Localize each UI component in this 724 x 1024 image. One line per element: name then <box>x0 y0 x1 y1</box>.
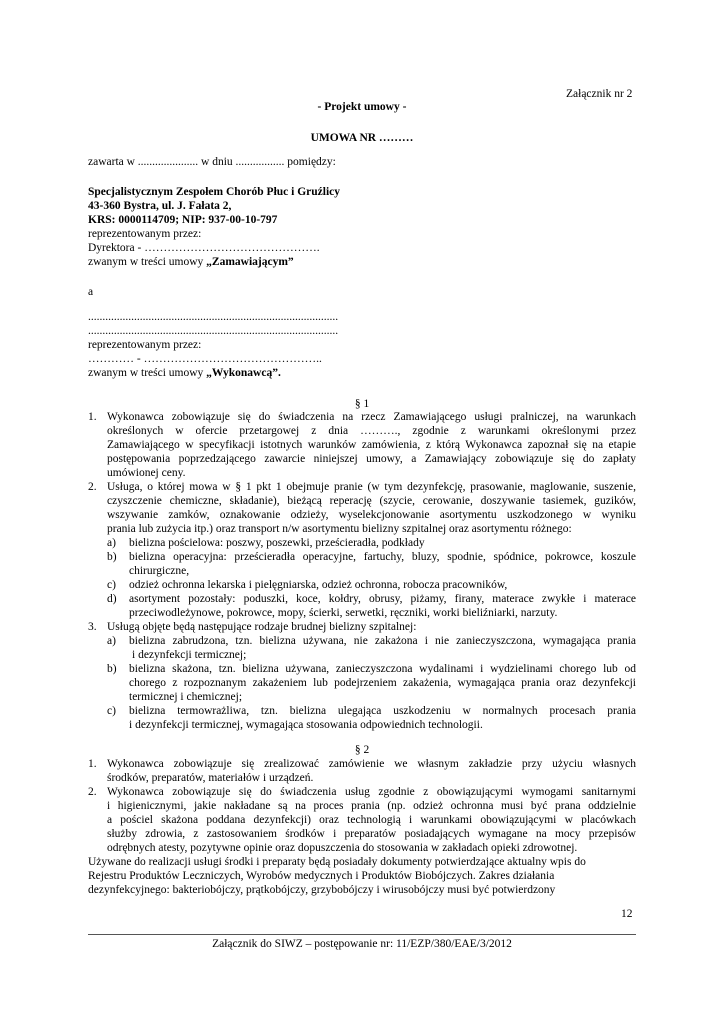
org-name: Specjalistycznym Zespołem Chorób Płuc i Gruźlicy <box>88 186 341 198</box>
page-number: 12 <box>621 908 633 920</box>
paragraph-line: Zamawiającego w specyfikacji istotnych warunków zamówienia, z którą Wykonawca zapoznał się na etapie <box>107 439 636 451</box>
item-line: i dezynfekcji termicznej; <box>132 649 247 661</box>
paragraph-line: Wykonawca zobowiązuje się zrealizować zamówienie we własnym zakładzie przy użyciu własnych <box>107 758 636 770</box>
org-ids: KRS: 0000114709; NIP: 937-00-10-797 <box>88 214 278 226</box>
item-line: bielizna operacyjna: prześcieradła operacyjne, fartuchy, bluzy, spodnie, spódnice, pokrowce, koszule <box>129 551 636 563</box>
paragraph-line: określonych w ofercie przetargowej z dnia ………., zgodnie z warunkami określonymi przez <box>107 425 636 437</box>
item-line: asortyment pozostały: poduszki, koce, kołdry, obrusy, piżamy, firany, materace zwykłe i materace <box>129 593 636 605</box>
director-line: Dyrektora - ………………………………………. <box>88 242 320 254</box>
footer-divider <box>88 934 636 935</box>
contractor-dots-2: ....................................................................................... <box>88 325 339 337</box>
attachment-label: Załącznik nr 2 <box>566 88 633 100</box>
item-line: odzież ochronna lekarska i pielęgniarska, odzież ochronna, robocza pracowników, <box>129 579 508 591</box>
item-letter: c) <box>107 579 116 591</box>
represented-by-2: reprezentowanym przez: <box>88 339 202 351</box>
item-letter: a) <box>107 635 116 647</box>
paragraph-line: służby zdrowia, z zastosowaniem środków i preparatów posiadających wymagane na mocy przepisów <box>107 828 636 840</box>
list-number: 2. <box>88 481 97 493</box>
list-number: 3. <box>88 621 97 633</box>
item-line: przeciwodleżynowe, pokrowce, mopy, ścierki, serwetki, ręczniki, worki bieliźniarki, narzuty. <box>129 607 558 619</box>
paragraph-line: Usługa, o której mowa w § 1 pkt 1 obejmuje pranie (w tym dezynfekcję, prasowanie, maglowanie, suszenie, <box>107 481 636 493</box>
item-line: termicznej i chemicznej; <box>129 691 243 703</box>
represented-by-1: reprezentowanym przez: <box>88 228 202 240</box>
item-letter: a) <box>107 537 116 549</box>
paragraph-line: Usługą objęte będą następujące rodzaje brudnej bielizny szpitalnej: <box>107 621 417 633</box>
paragraph-line: odrębnych atesty, pozytywne opinie oraz dopuszczenia do stosowania w zakładach opieki zdrowotnej. <box>107 842 578 854</box>
item-line: chirurgiczne, <box>129 565 190 577</box>
list-number: 1. <box>88 411 97 423</box>
item-line: bielizna pościelowa: poszwy, poszewki, prześcieradła, podkłady <box>129 537 425 549</box>
paragraph-line: środków, preparatów, materiałów i urządzeń. <box>107 772 314 784</box>
paragraph-line: Rejestru Produktów Leczniczych, Wyrobów medycznych i Produktów Biobójczych. Zakres działania <box>88 870 555 882</box>
item-letter: b) <box>107 551 117 563</box>
contract-title: UMOWA NR ……… <box>310 132 414 144</box>
and-word: a <box>88 286 94 298</box>
item-line: bielizna skażona, tzn. bielizna używana, zanieczyszczona wydalinami i wydzielinami chorego lub od <box>129 663 636 675</box>
called-prefix: zwanym w treści umowy <box>88 256 207 268</box>
called-prefix: zwanym w treści umowy <box>88 367 207 379</box>
section-2-heading: § 2 <box>354 744 370 756</box>
called-line-2 <box>88 366 281 380</box>
paragraph-line: postępowania poprzedzającego zawarcie niniejszej umowy, a Zamawiający zobowiązuje się do zapłaty <box>107 453 636 465</box>
list-number: 1. <box>88 758 97 770</box>
contractor-name: „Wykonawcą”. <box>206 367 281 379</box>
list-number: 2. <box>88 786 97 798</box>
ordering-party-name: „Zamawiającym” <box>206 256 294 268</box>
paragraph-line: Wykonawca zobowiązuje się do świadczenia usług zgodnie z obowiązującymi wymogami sanitarnymi <box>107 786 636 798</box>
called-line-1 <box>88 255 294 269</box>
paragraph-line: dezynfekcyjnego: bakteriobójczy, prątkobójczy, grzybobójczy i wirusobójczy musi być potwierdzony <box>88 884 556 896</box>
item-line: bielizna termowrażliwa, tzn. bielizna ulegająca uszkodzeniu w normalnych procesach prania <box>129 705 636 717</box>
concluded-line: zawarta w ..................... w dniu ................. pomiędzy: <box>88 156 336 168</box>
org-address: 43-360 Bystra, ul. J. Fałata 2, <box>88 200 232 212</box>
item-line: i dezynfekcji termicznej, wymagająca stosowania odpowiednich technologii. <box>129 719 483 731</box>
footer-text: Załącznik do SIWZ – postępowanie nr: 11/EZP/380/EAE/3/2012 <box>212 938 512 950</box>
paragraph-line: umówionej ceny. <box>107 467 186 479</box>
item-letter: c) <box>107 705 116 717</box>
contractor-dots-1: ....................................................................................... <box>88 311 339 323</box>
item-line: bielizna zabrudzona, tzn. bielizna używana, nie zakażona i nie zanieczyszczona, wymagająca prania <box>129 635 636 647</box>
item-line: chorego z rozpoznanym zakażeniem lub podejrzeniem zakażenia, wymagająca prania oraz dezynfekcji <box>129 677 636 689</box>
item-letter: b) <box>107 663 117 675</box>
paragraph-line: czyszczenie chemiczne, składanie), bieżącą reperację (szycie, cerowanie, doszywanie tasiemek, guzików, <box>107 495 636 507</box>
paragraph-line: a pościel skażona poddana dezynfekcji) oraz technologią i warunkami obowiązującymi w placówkach <box>107 814 636 826</box>
section-1-heading: § 1 <box>354 398 370 410</box>
item-letter: d) <box>107 593 117 605</box>
paragraph-line: prania lub zużycia itp.) oraz transport n/w asortymentu bielizny szpitalnej oraz asortymentu różnego: <box>107 523 572 535</box>
paragraph-line: wszywanie zamków, oznakowanie odzieży, wyselekcjonowanie asortymentu uszkodzonego w wyniku <box>107 509 636 521</box>
paragraph-line: Wykonawca zobowiązuje się do świadczenia na rzecz Zamawiającego usługi pralniczej, na warunkach <box>107 411 636 423</box>
project-label: - Projekt umowy - <box>317 101 407 113</box>
representative-line: ………… - ……………………………………….. <box>88 353 322 365</box>
paragraph-line: Używane do realizacji usługi środki i preparaty będą posiadały dokumenty potwierdzające aktualny wpis do <box>88 856 586 868</box>
paragraph-line: i higienicznymi, jakie nakładane są na proces prania (np. odzież ochronna musi być prana oddzielnie <box>107 800 636 812</box>
